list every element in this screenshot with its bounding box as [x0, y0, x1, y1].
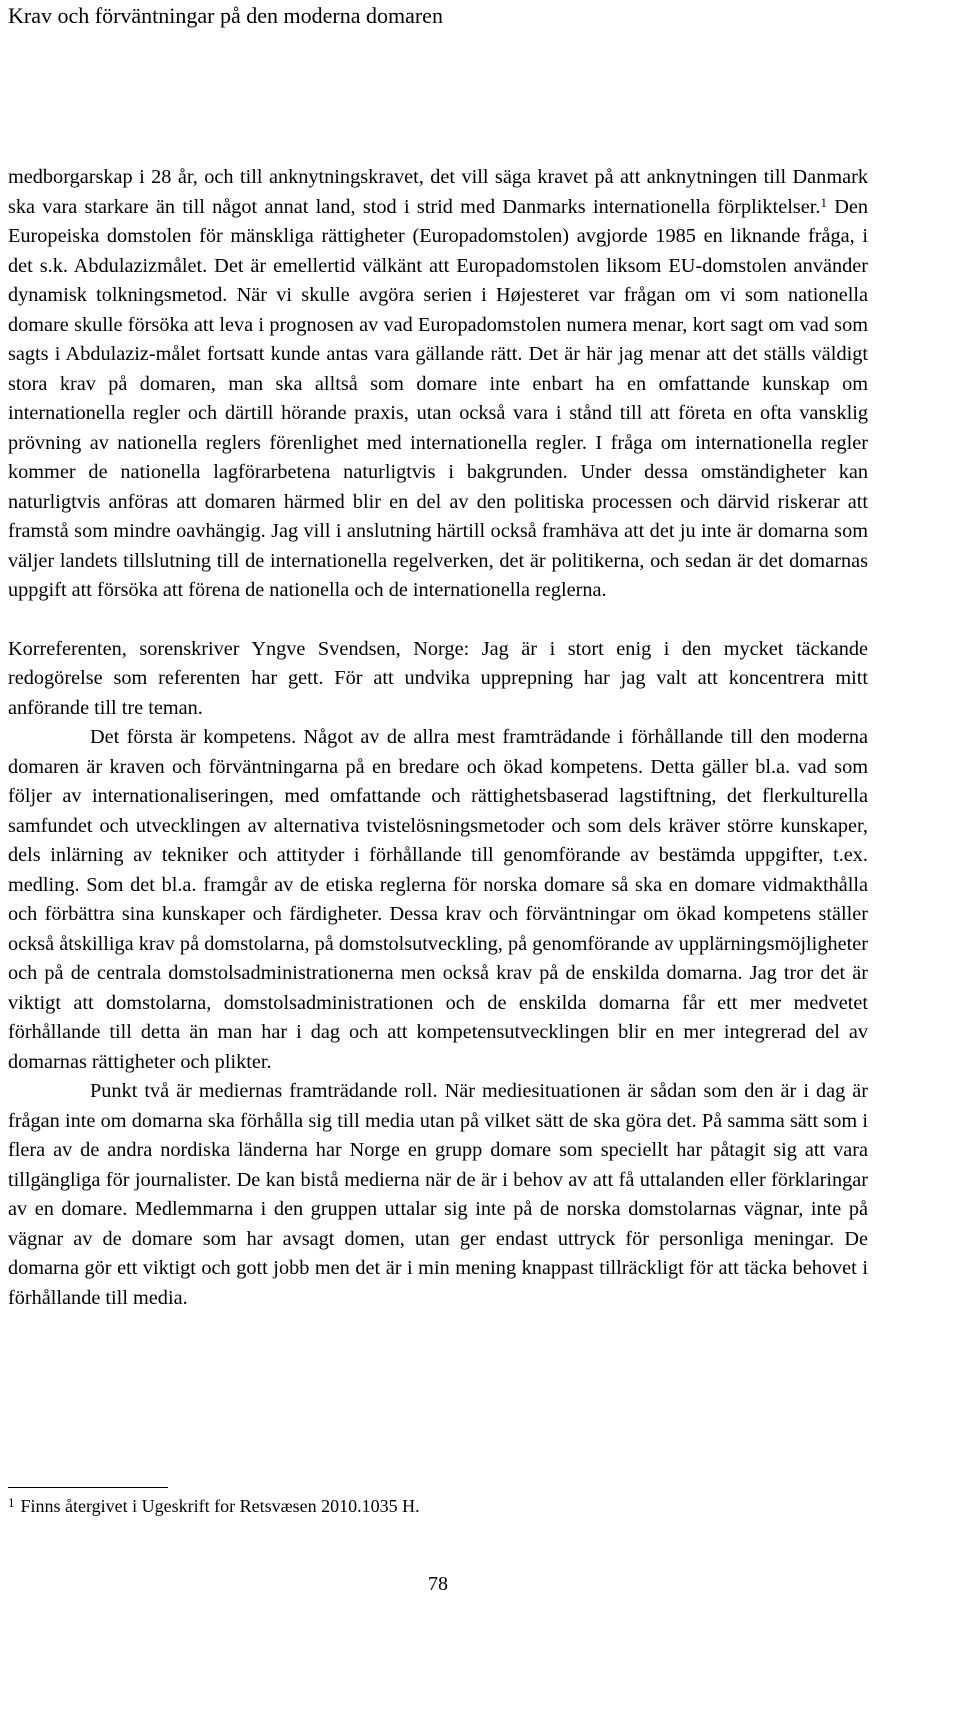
footnote-divider — [8, 1487, 168, 1488]
page-number: 78 — [428, 1573, 448, 1595]
footnote-reference[interactable]: 1 — [820, 194, 827, 210]
paragraph-1-part-b: Den Europeiska domstolen för mänskliga rättigheter (Europadomstolen) avgjorde 1985 en liknande fråga, i det s.k. Abdulazizmålet. Det är emellertid välkänt att Europadomstolen liksom EU-domstolen använder dynamisk tolkningsmetod. När vi skulle avgöra serien i Højesteret var frågan om vi som nationella domare skulle försöka att leva i prognosen av vad Europadomstolen numera menar, kort sagt om vad som sagts i Abdulaziz-målet fortsatt kunde antas vara gällande rätt. Det är här jag menar att det ställs väldigt stora krav på domaren, man ska alltså som domare inte enbart ha en omfattande kunskap om internationella regler och därtill hörande praxis, utan också vara i stånd till att företa en ofta vansklig prövning av nationella reglers förenlighet med internationella regler. I fråga om internationella regler kommer de nationella lagförarbetena naturligtvis i bakgrunden. Under dessa omständigheter kan naturligtvis anföras att domaren härmed blir en del av den politiska processen och därvid riskerar att framstå som mindre oavhängig. Jag vill i anslutning härtill också framhäva att det ju inte är domarna som väljer landets tillslutning till de internationella regelverken, det är politikerna, och sedan är det domarnas uppgift att försöka att förena de nationella och de internationella reglerna. — [8, 195, 868, 601]
paragraph-1-part-a: medborgarskap i 28 år, och till anknytningskravet, det vill säga kravet på att anknytningen till Danmark ska vara starkare än till något annat land, stod i strid med Danmarks internationella förpliktelser. — [8, 166, 868, 218]
paragraph-2: Korreferenten, sorenskriver Yngve Svendsen, Norge: Jag är i stort enig i den mycket täckande redogörelse som referenten har gett. För att undvika upprepning har jag valt att koncentrera mitt anförande till tre teman. — [8, 637, 868, 719]
body-text — [8, 163, 868, 1313]
paragraph-4: Punkt två är mediernas framträdande roll. När mediesituationen är sådan som den är i dag är frågan inte om domarna ska förhålla sig till media utan på vilket sätt de ska göra det. På samma sätt som i flera av de andra nordiska länderna har Norge en grupp domare som speciellt har påtagit sig att vara tillgängliga för journalister. De kan bistå medierna när de är i behov av att få uttalanden eller förklaringar av en domare. Medlemmarna i den gruppen uttalar sig inte på de norska domstolarnas vägnar, inte på vägnar av de domare som har avsagt domen, utan ger endast uttryck för personliga meningar. De domarna gör ett viktigt och gott jobb men det är i min mening knappast tillräckligt för att täcka behovet i förhållande till media. — [8, 1080, 868, 1309]
footnote-text: Finns återgivet i Ugeskrift for Retsvæsen 2010.1035 H. — [20, 1496, 420, 1516]
footnote — [8, 1494, 868, 1518]
footnote-number: 1 — [8, 1495, 15, 1510]
paragraph-1 — [8, 163, 868, 606]
running-header: Krav och förväntningar på den moderna domaren — [8, 3, 443, 28]
paragraph-3: Det första är kompetens. Något av de allra mest framträdande i förhållande till den moderna domaren är kraven och förväntningarna på en bredare och ökad kompetens. Detta gäller bl.a. vad som följer av internationaliseringen, med omfattande och rättighetsbaserad lagstiftning, det flerkulturella samfundet och utvecklingen av alternativa tvistelösningsmetoder och som dels kräver större kunskaper, dels inlärning av tekniker och attityder i förhållande till genomförande av bestämda uppgifter, t.ex. medling. Som det bl.a. framgår av de etiska reglerna för norska domare så ska en domare vidmakthålla och förbättra sina kunskaper och färdigheter. Dessa krav och förväntningar om ökad kompetens ställer också åtskilliga krav på domstolarna, på domstolsutveckling, på genomförande av upplärningsmöjligheter och på de centrala domstolsadministrationerna men också krav på de enskilda domarna. Jag tror det är viktigt att domstolarna, domstolsadministrationen och de enskilda domarna får ett mer medvetet förhållande till detta än man har i dag och att kompetensutvecklingen blir en mer integrerad del av domarnas rättigheter och plikter. — [8, 726, 868, 1073]
